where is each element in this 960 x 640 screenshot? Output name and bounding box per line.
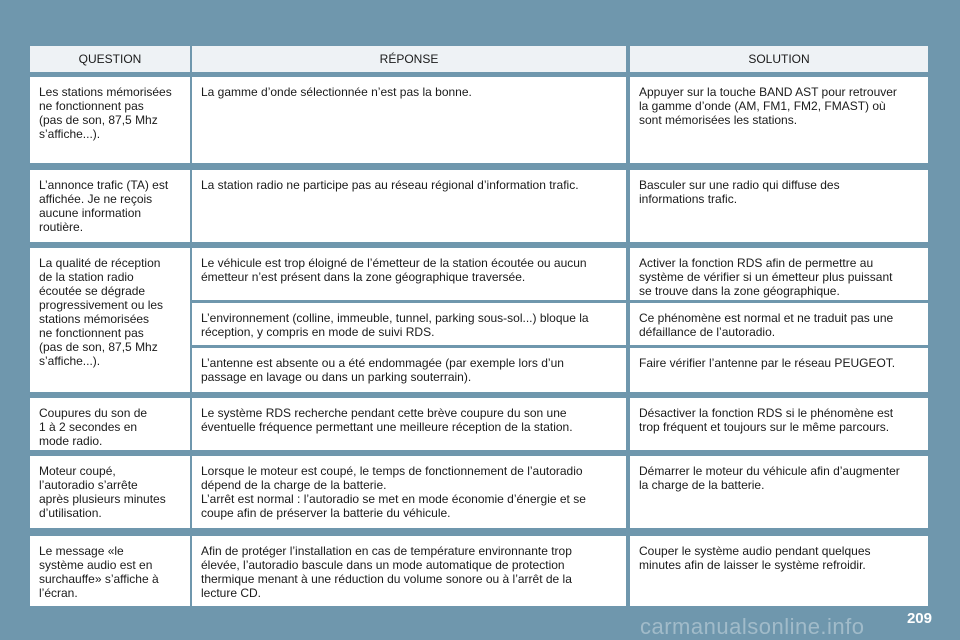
solution-cell: Démarrer le moteur du véhicule afin d’augmenter la charge de la batterie. <box>630 456 928 528</box>
watermark: carmanualsonline.info <box>640 614 865 639</box>
question-cell: Coupures du son de 1 à 2 secondes en mode radio. <box>30 398 190 450</box>
solution-cell: Couper le système audio pendant quelques minutes afin de laisser le système refroidir. <box>630 536 928 606</box>
answer-cell: L’environnement (colline, immeuble, tunnel, parking sous-sol...) bloque la réception, y compris en mode de suivi RDS. <box>192 303 626 345</box>
header-question: QUESTION <box>30 46 190 72</box>
question-cell: La qualité de réception de la station radio écoutée se dégrade progressivement ou les stations mémorisées ne fonctionnent pas (pas de son, 87,5 Mhz s’affiche...). <box>30 248 190 392</box>
question-cell: Moteur coupé, l’autoradio s’arrête après plusieurs minutes d’utilisation. <box>30 456 190 528</box>
solution-cell: Appuyer sur la touche BAND AST pour retrouver la gamme d’onde (AM, FM1, FM2, FMAST) où sont mémorisées les stations. <box>630 77 928 163</box>
question-cell: Les stations mémorisées ne fonctionnent pas (pas de son, 87,5 Mhz s’affiche...). <box>30 77 190 163</box>
answer-cell: Le système RDS recherche pendant cette brève coupure du son une éventuelle fréquence permettant une meilleure réception de la station. <box>192 398 626 450</box>
header-solution: SOLUTION <box>630 46 928 72</box>
solution-cell: Désactiver la fonction RDS si le phénomène est trop fréquent et toujours sur le même parcours. <box>630 398 928 450</box>
header-answer: RÉPONSE <box>192 46 626 72</box>
solution-cell: Activer la fonction RDS afin de permettre au système de vérifier si un émetteur plus puissant se trouve dans la zone géographique. <box>630 248 928 300</box>
answer-cell: Lorsque le moteur est coupé, le temps de fonctionnement de l’autoradio dépend de la charge de la batterie. L’arrêt est normal : l’autoradio se met en mode économie d’énergie et se coupe afin de préserver la batterie du véhicule. <box>192 456 626 528</box>
solution-cell: Ce phénomène est normal et ne traduit pas une défaillance de l’autoradio. <box>630 303 928 345</box>
answer-cell: L’antenne est absente ou a été endommagée (par exemple lors d’un passage en lavage ou dans un parking souterrain). <box>192 348 626 392</box>
page-number: 209 <box>906 610 932 627</box>
answer-cell: La station radio ne participe pas au réseau régional d’information trafic. <box>192 170 626 242</box>
solution-cell: Basculer sur une radio qui diffuse des informations trafic. <box>630 170 928 242</box>
question-cell: L’annonce trafic (TA) est affichée. Je ne reçois aucune information routière. <box>30 170 190 242</box>
answer-cell: La gamme d’onde sélectionnée n’est pas la bonne. <box>192 77 626 163</box>
answer-cell: Le véhicule est trop éloigné de l’émetteur de la station écoutée ou aucun émetteur n’est présent dans la zone géographique traversée. <box>192 248 626 300</box>
answer-cell: Afin de protéger l’installation en cas de température environnante trop élevée, l’autoradio bascule dans un mode automatique de protection thermique menant à une réduction du volume sonore ou à l’arrêt de la lecture CD. <box>192 536 626 606</box>
question-cell: Le message «le système audio est en surchauffe» s’affiche à l’écran. <box>30 536 190 606</box>
solution-cell: Faire vérifier l’antenne par le réseau PEUGEOT. <box>630 348 928 392</box>
